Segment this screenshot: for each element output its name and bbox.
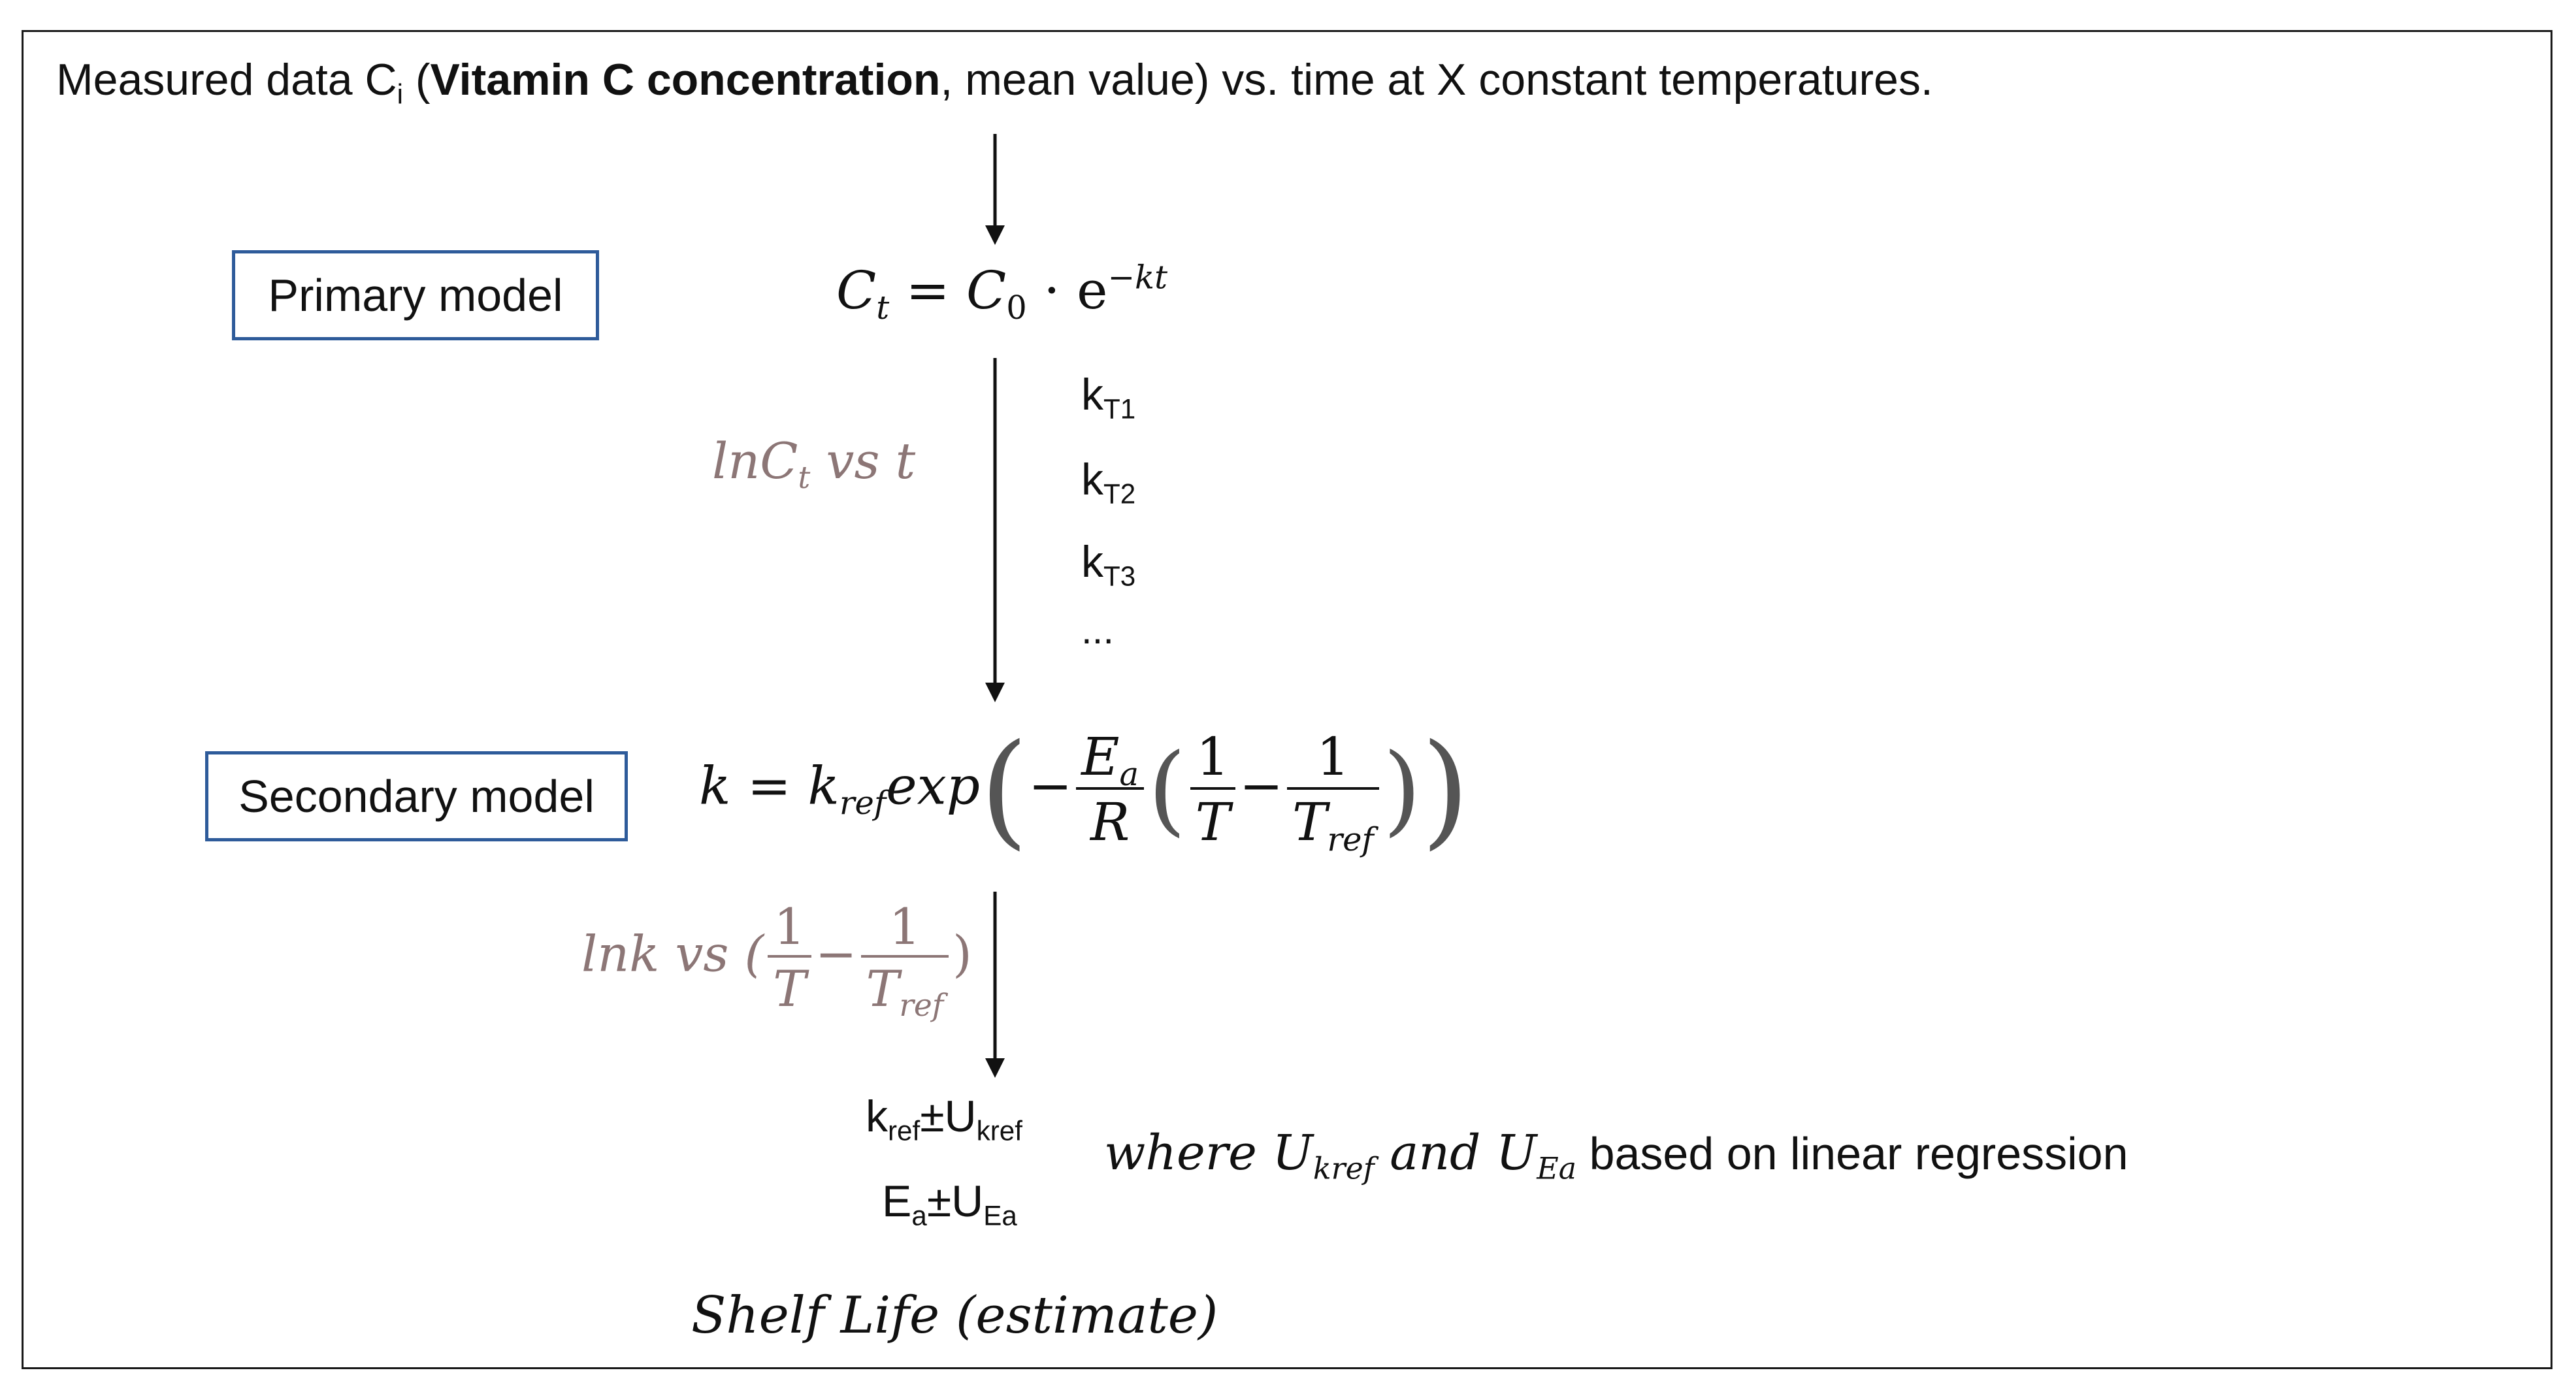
arrow-to-primary xyxy=(985,134,1005,245)
result-ea: $E_a\pm U_{Ea}$ xyxy=(882,1176,1017,1231)
header-pre: Measured data C xyxy=(56,55,397,105)
header-post: , mean value) vs. time at X constant temperatures. xyxy=(940,55,1933,105)
rate-kt2: $k_{T2}$ xyxy=(1081,455,1136,510)
primary-model-box xyxy=(232,250,599,340)
arrow-to-results xyxy=(985,892,1005,1078)
header-bold: Vitamin C concentration xyxy=(430,55,941,105)
regression-note: where $U_{kref}$ and $U_{Ea}$ based on linear regression xyxy=(1104,1125,2128,1186)
header-sub: i xyxy=(397,78,403,110)
result-kref: $k_{ref}\pm U_{kref}$ xyxy=(866,1092,1022,1146)
secondary-equation: $k = k_{ref}\exp(-$ $\frac{E_a}{R}$ ( $\frac{1}{T}$ − $\frac{1}{T_{ref}}$ )) xyxy=(699,717,1470,862)
primary-model-label: Primary model xyxy=(268,270,563,321)
header-text: Measured data $C_i$ (Vitamin C concentration, mean value) vs. time at X constant temperatures. xyxy=(56,55,1933,110)
fit-lnct-vs-t: lnC$_t$ vs t xyxy=(712,432,916,496)
fit-lnk-vs-inverse-t: lnk vs ( $\frac{1}{T}$ − $\frac{1}{T_{ref}}$ ) xyxy=(581,898,972,1024)
shelf-life-estimate: Shelf Life (estimate) xyxy=(691,1286,1218,1345)
arrow-to-secondary xyxy=(985,358,1005,702)
secondary-model-label: Secondary model xyxy=(238,771,595,822)
rate-kt3: $k_{T3}$ xyxy=(1081,537,1136,592)
primary-equation: $C_t = C_0 \cdot e^{-kt}$ xyxy=(836,258,1168,327)
rate-kt1: $k_{T1}$ xyxy=(1081,370,1136,425)
secondary-model-box xyxy=(205,751,628,841)
rate-ellipsis: ... xyxy=(1081,608,1115,652)
